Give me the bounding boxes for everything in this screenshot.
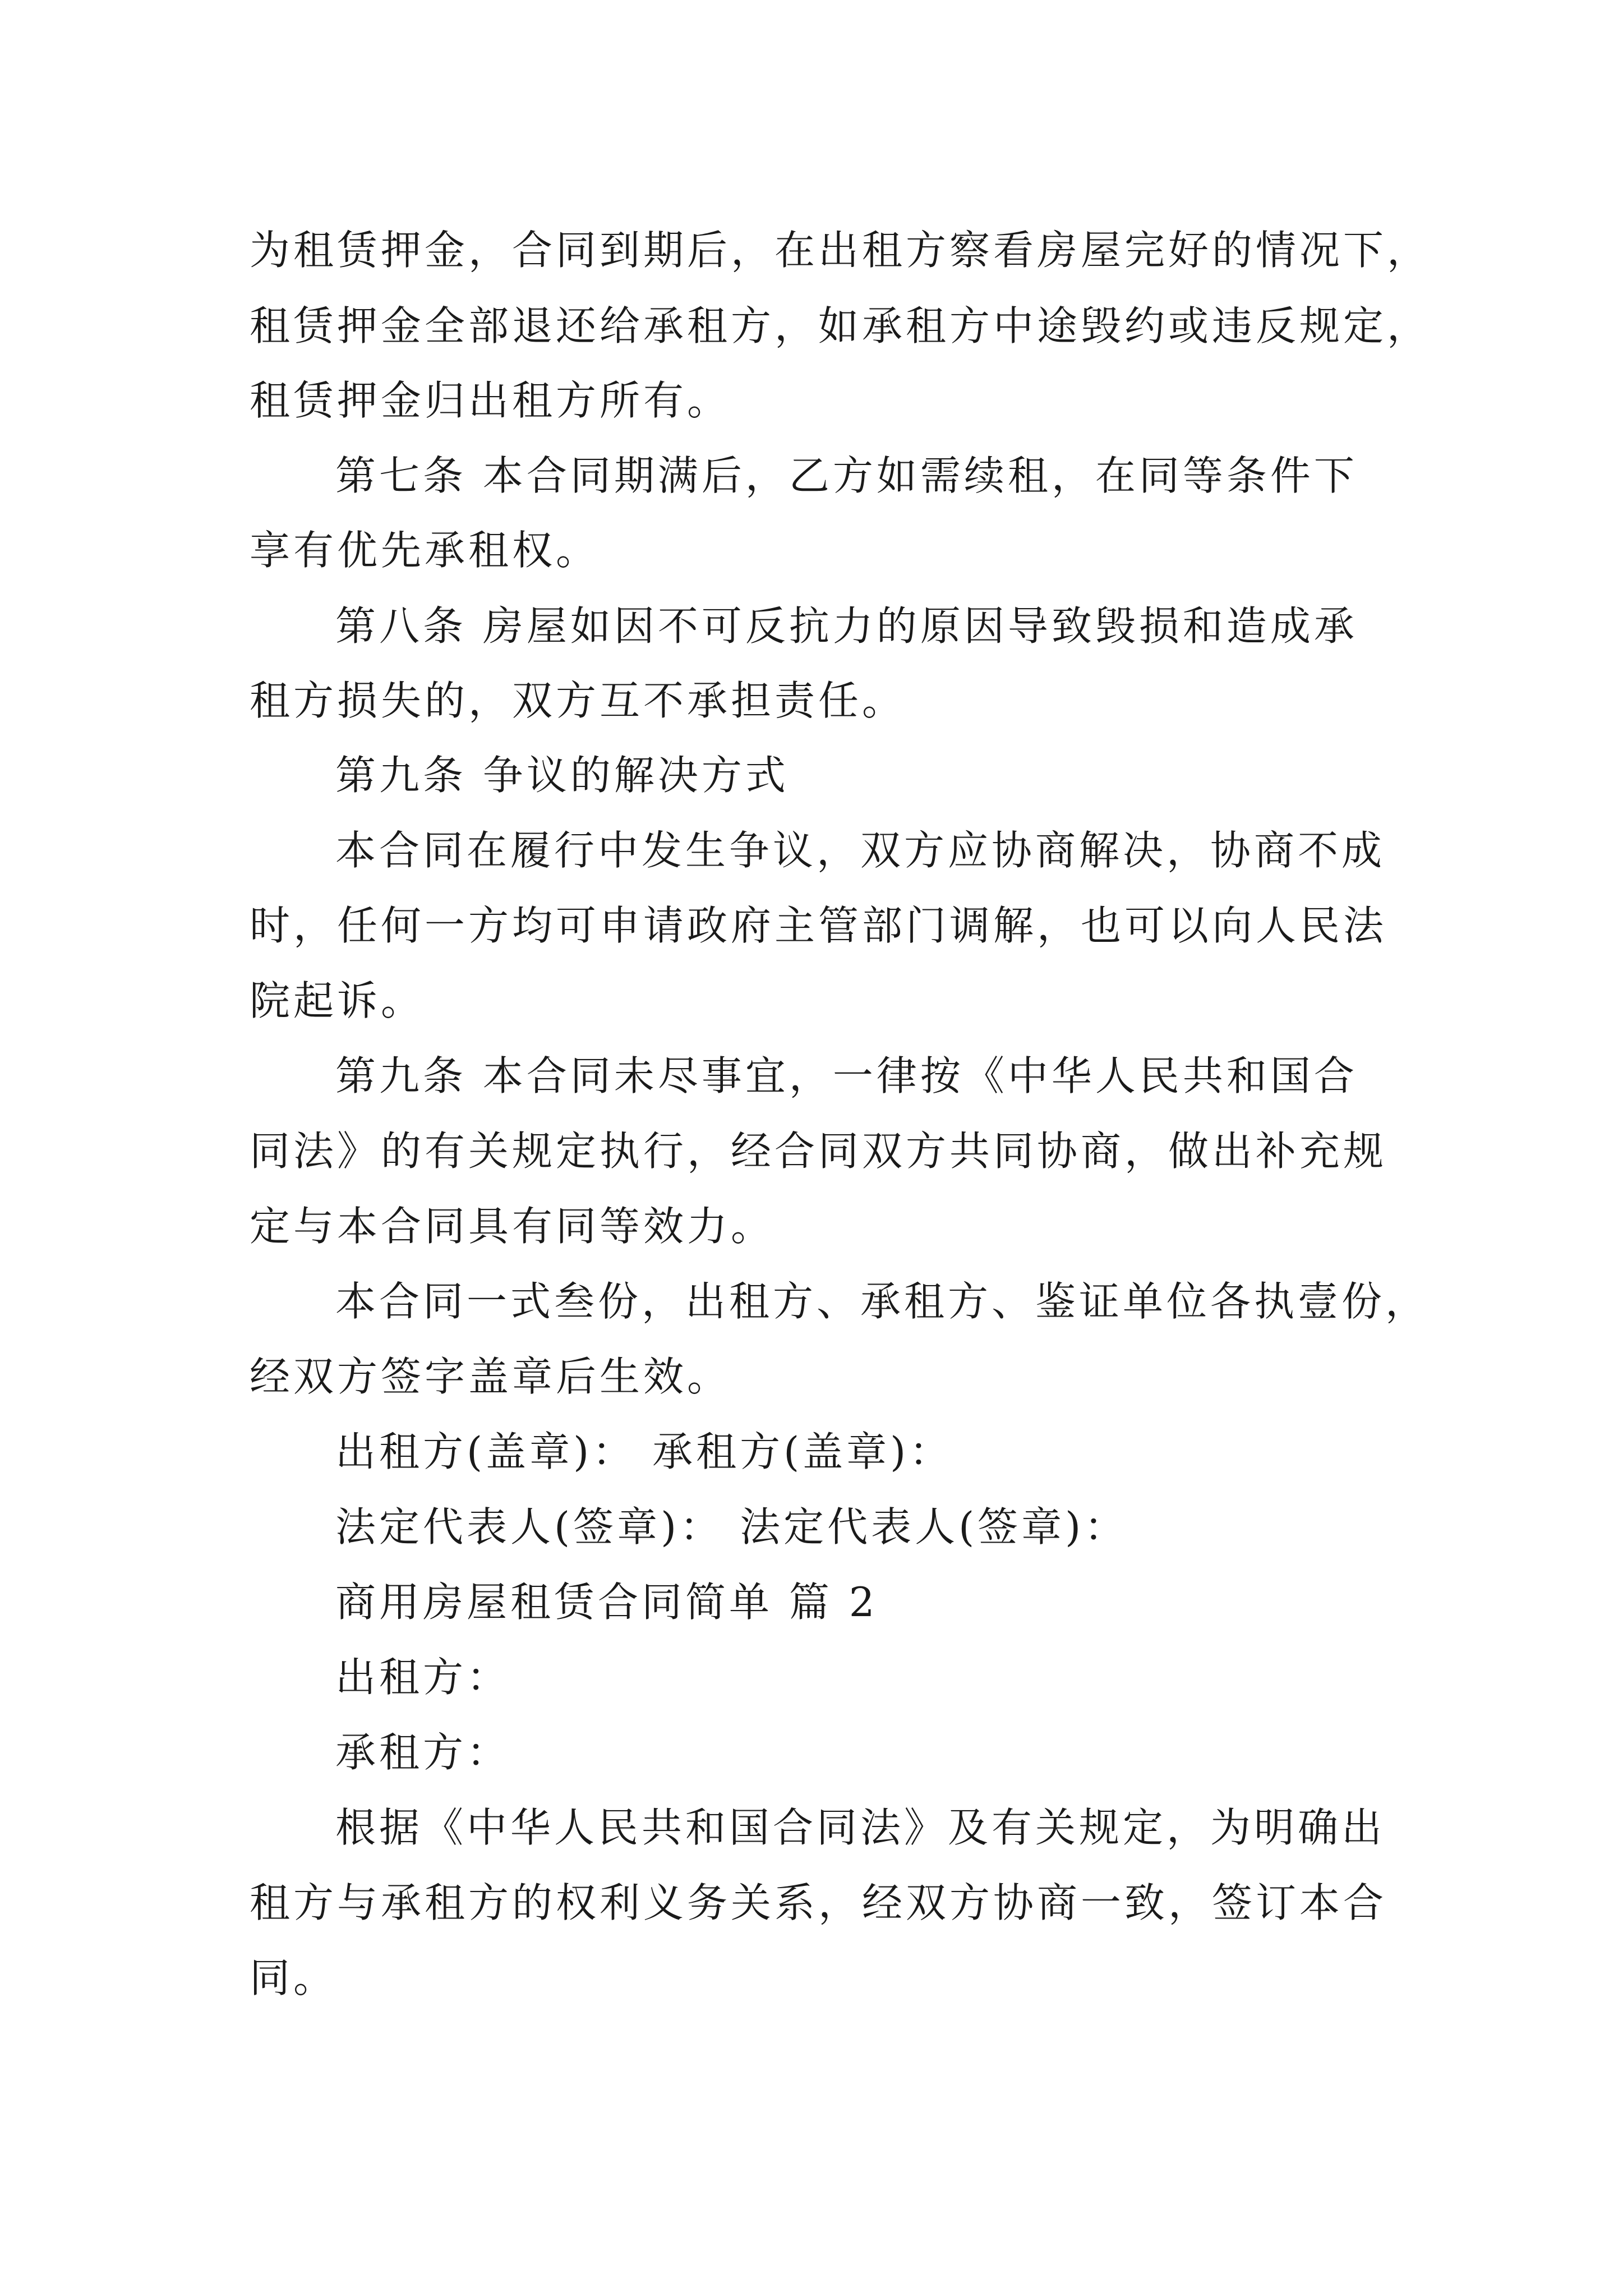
text-line: 同法》的有关规定执行，经合同双方共同协商，做出补充规: [250, 1128, 1387, 1175]
lessor-label: 出租方：: [335, 1654, 511, 1701]
text-line: 享有优先承租权。: [250, 527, 600, 574]
article-9b-heading: 第九条 本合同未尽事宜，一律按《中华人民共和国合: [335, 1052, 1358, 1099]
article-9-heading: 第九条 争议的解决方式: [335, 752, 789, 799]
signature-line-seal: 出租方(盖章)： 承租方(盖章)：: [335, 1428, 953, 1475]
section-title: 商用房屋租赁合同简单 篇 2: [335, 1579, 878, 1626]
text-line: 经双方签字盖章后生效。: [250, 1353, 731, 1400]
article-8-heading: 第八条 房屋如因不可反抗力的原因导致毁损和造成承: [335, 602, 1358, 650]
text-line: 时，任何一方均可申请政府主管部门调解，也可以向人民法: [250, 902, 1387, 949]
text-line: 租赁押金全部退还给承租方，如承租方中途毁约或违反规定，: [250, 302, 1431, 349]
text-line: 租方与承租方的权利义务关系，经双方协商一致，签订本合: [250, 1879, 1387, 1926]
article-7-heading: 第七条 本合同期满后，乙方如需续租，在同等条件下: [335, 452, 1358, 499]
text-line: 租赁押金归出租方所有。: [250, 377, 731, 424]
text-line: 同。: [250, 1954, 338, 2001]
text-line: 院起诉。: [250, 977, 425, 1024]
text-line: 定与本合同具有同等效力。: [250, 1203, 775, 1250]
text-line: 本合同一式叁份，出租方、承租方、鉴证单位各执壹份，: [335, 1278, 1430, 1325]
text-line: 租方损失的，双方互不承担责任。: [250, 677, 906, 724]
text-line: 根据《中华人民共和国合同法》及有关规定，为明确出: [335, 1804, 1386, 1851]
text-line: 本合同在履行中发生争议，双方应协商解决，协商不成: [335, 827, 1386, 874]
signature-line-representative: 法定代表人(签章)： 法定代表人(签章)：: [335, 1503, 1128, 1550]
lessee-label: 承租方：: [335, 1729, 511, 1776]
text-line: 为租赁押金，合同到期后，在出租方察看房屋完好的情况下，: [250, 227, 1431, 274]
